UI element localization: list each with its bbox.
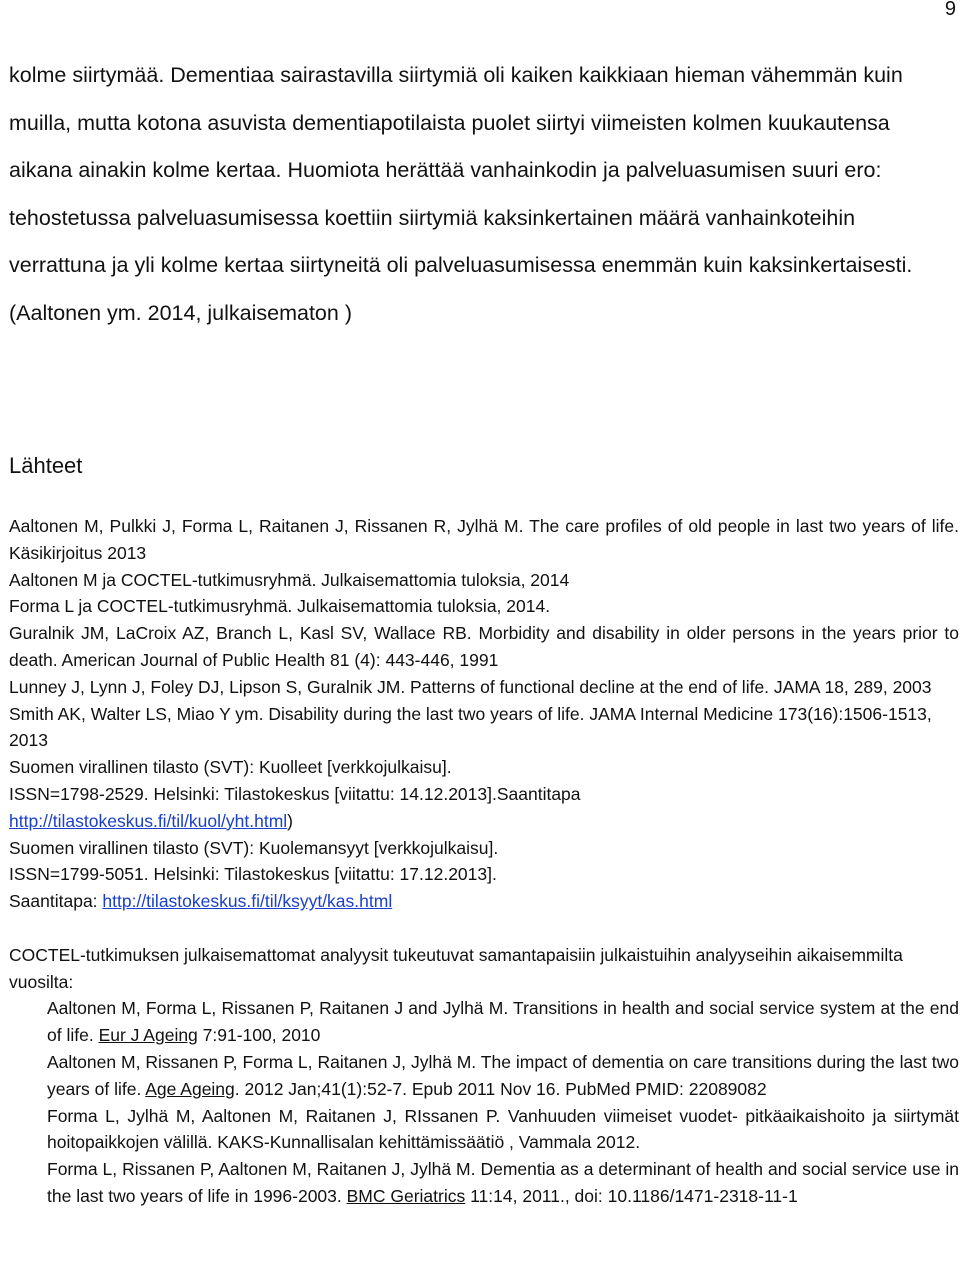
journal-name: Eur J Ageing (98, 1025, 198, 1046)
publication-text: . 2012 Jan;41(1):52-7. Epub 2011 Nov 16. PubMed PMID: 22089082 (234, 1078, 767, 1099)
reference-item: Forma L ja COCTEL-tutkimusryhmä. Julkaisemattomia tuloksia, 2014. (9, 596, 551, 617)
reference-item: ISSN=1798-2529. Helsinki: Tilastokeskus [viitattu: 14.12.2013].Saantitapa (9, 783, 581, 804)
reference-link[interactable]: http://tilastokeskus.fi/til/ksyyt/kas.html (102, 891, 393, 912)
publication-text: Aaltonen M, Forma L, Rissanen P, Raitanen J and Jylhä M. Transitions in health and social service system at the end of life. (47, 998, 959, 1046)
journal-name: BMC Geriatrics (346, 1185, 466, 1206)
references-list (9, 513, 959, 1210)
reference-item: Aaltonen M, Pulkki J, Forma L, Raitanen J, Rissanen R, Jylhä M. The care profiles of old people in last two years of life. Käsikirjoitus 2013 (9, 516, 959, 563)
publication-item (9, 1156, 959, 1210)
reference-item: Lunney J, Lynn J, Foley DJ, Lipson S, Guralnik JM. Patterns of functional decline at the end of life. JAMA 18, 289, 2003 (9, 676, 932, 697)
publication-item (9, 995, 959, 1049)
page-number: 9 (944, 0, 956, 20)
publication-text: Aaltonen M, Rissanen P, Forma L, Raitanen J, Jylhä M. The impact of dementia on care transitions during the last two years of life. (47, 1051, 959, 1099)
reference-item: ISSN=1799-5051. Helsinki: Tilastokeskus [viitattu: 17.12.2013]. (9, 864, 497, 885)
reference-item: Aaltonen M ja COCTEL-tutkimusryhmä. Julkaisemattomia tuloksia, 2014 (9, 569, 570, 590)
publication-item: Forma L, Jylhä M, Aaltonen M, Raitanen J, RIssanen P. Vanhuuden viimeiset vuodet- pitkäaikaishoito ja siirtymät hoitopaikkojen välillä. KAKS-Kunnallisalan kehittämissäätiö , Vammala 2012. (47, 1105, 959, 1153)
references-heading: Lähteet (9, 453, 83, 478)
publication-text: 11:14, 2011., doi: 10.1186/1471-2318-11-1 (465, 1185, 798, 1206)
reference-item (9, 808, 959, 835)
publication-item (9, 1049, 959, 1103)
journal-name: Age Ageing (145, 1078, 235, 1099)
coctel-intro: COCTEL-tutkimuksen julkaisemattomat analyysit tukeutuvat samantapaisiin julkaistuihin analyyseihin aikaisemmilta vuosilta: (9, 944, 903, 992)
publication-text: 7:91-100, 2010 (197, 1025, 321, 1046)
reference-text: Saantitapa: (9, 891, 103, 912)
reference-item: Guralnik JM, LaCroix AZ, Branch L, Kasl SV, Wallace RB. Morbidity and disability in older persons in the years prior to death. American Journal of Public Health 81 (4): 443-446, 1991 (9, 623, 959, 670)
reference-link[interactable]: http://tilastokeskus.fi/til/kuol/yht.html (9, 810, 288, 831)
reference-item (9, 888, 959, 915)
reference-text: ) (287, 810, 293, 831)
body-paragraph: kolme siirtymää. Dementiaa sairastavilla siirtymiä oli kaiken kaikkiaan hieman vähemmän kuin muilla, mutta kotona asuvista dementiapotilaista puolet siirtyi viimeisten kolmen kuukautensa aikana ainakin kolme kertaa. Huomiota herättää vanhainkodin ja palveluasumisen suuri ero: tehostetussa palveluasumisessa koettiin siirtymiä kaksinkertainen määrä vanhainkoteihin verrattuna ja yli kolme kertaa siirtyneitä oli palveluasumisessa enemmän kuin kaksinkertaisesti. (Aaltonen ym. 2014, julkaisematon ) (9, 63, 913, 325)
reference-item: Suomen virallinen tilasto (SVT): Kuolleet [verkkojulkaisu]. (9, 757, 452, 778)
publication-text: Forma L, Rissanen P, Aaltonen M, Raitanen J, Jylhä M. Dementia as a determinant of health and social service use in the last two years of life in 1996-2003. (47, 1159, 959, 1206)
reference-item: Smith AK, Walter LS, Miao Y ym. Disability during the last two years of life. JAMA Internal Medicine 173(16):1506-1513, 2013 (9, 703, 932, 751)
reference-item: Suomen virallinen tilasto (SVT): Kuolemansyyt [verkkojulkaisu]. (9, 837, 499, 858)
